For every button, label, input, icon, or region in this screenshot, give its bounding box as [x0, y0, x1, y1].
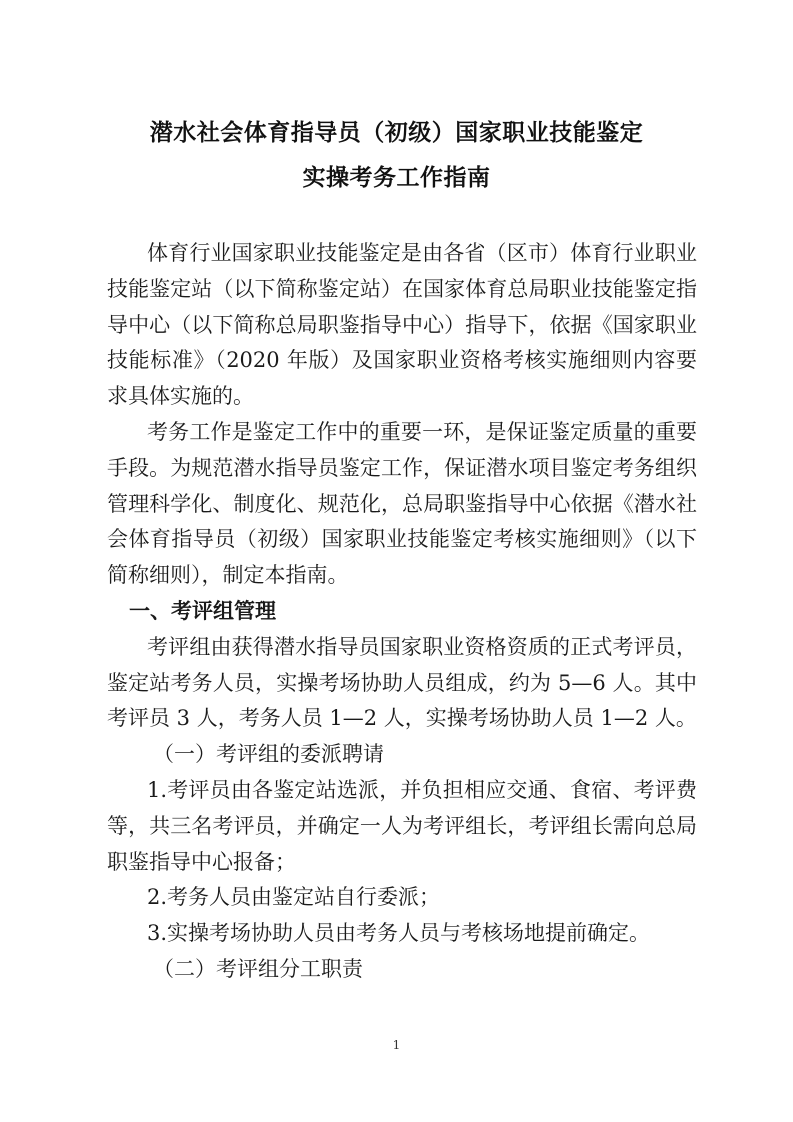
text-line: 3.实操考场协助人员由考务人员与考核场地提前确定。	[147, 921, 651, 946]
document-title-line-1: 潜水社会体育指导员（初级）国家职业技能鉴定	[149, 120, 644, 146]
text-line: 鉴定站考务人员，实操考场协助人员组成，约为 5—6 人。其中	[107, 670, 697, 695]
text-line: 职鉴指导中心报备；	[107, 849, 296, 874]
section-heading-1: 一、考评组管理	[129, 598, 276, 623]
text-line: 管理科学化、制度化、规范化，总局职鉴指导中心依据《潜水社	[107, 491, 697, 516]
list-item-3	[107, 916, 697, 952]
document-body	[107, 236, 697, 988]
text-line: 等，共三名考评员，并确定一人为考评组长，考评组长需向总局	[107, 813, 697, 838]
subsection-heading-2: （二）考评组分工职责	[153, 956, 363, 981]
paragraph-intro	[107, 236, 697, 415]
text-line: 导中心（以下简称总局职鉴指导中心）指导下，依据《国家职业	[107, 312, 697, 337]
text-line: 简称细则），制定本指南。	[107, 563, 349, 588]
text-line: 技能鉴定站（以下简称鉴定站）在国家体育总局职业技能鉴定指	[107, 276, 697, 301]
subsection-heading-1: （一）考评组的委派聘请	[153, 742, 384, 767]
text-line: 手段。为规范潜水指导员鉴定工作，保证潜水项目鉴定考务组织	[107, 455, 697, 480]
page-number: 1	[392, 1038, 401, 1052]
text-line: 体育行业国家职业技能鉴定是由各省（区市）体育行业职业	[147, 241, 697, 265]
text-line: 技能标准》（2020 年版）及国家职业资格考核实施细则内容要	[107, 348, 697, 373]
paragraph-panel-composition	[107, 630, 697, 737]
text-line: 1.考评员由各鉴定站选派，并负担相应交通、食宿、考评费	[147, 777, 697, 802]
document-title-line-2: 实操考务工作指南	[302, 165, 491, 191]
text-line: 2.考务人员由鉴定站自行委派；	[147, 885, 441, 910]
text-line: 考务工作是鉴定工作中的重要一环，是保证鉴定质量的重要	[147, 419, 697, 444]
text-line: 求具体实施的。	[107, 384, 254, 409]
text-line: 考评组由获得潜水指导员国家职业资格资质的正式考评员，	[147, 634, 697, 659]
paragraph-purpose	[107, 415, 697, 594]
text-line: 会体育指导员（初级）国家职业技能鉴定考核实施细则》（以下	[107, 527, 697, 552]
list-item-2	[107, 880, 697, 916]
list-item-1	[107, 773, 697, 880]
text-line: 考评员 3 人，考务人员 1—2 人，实操考场协助人员 1—2 人。	[107, 706, 697, 731]
